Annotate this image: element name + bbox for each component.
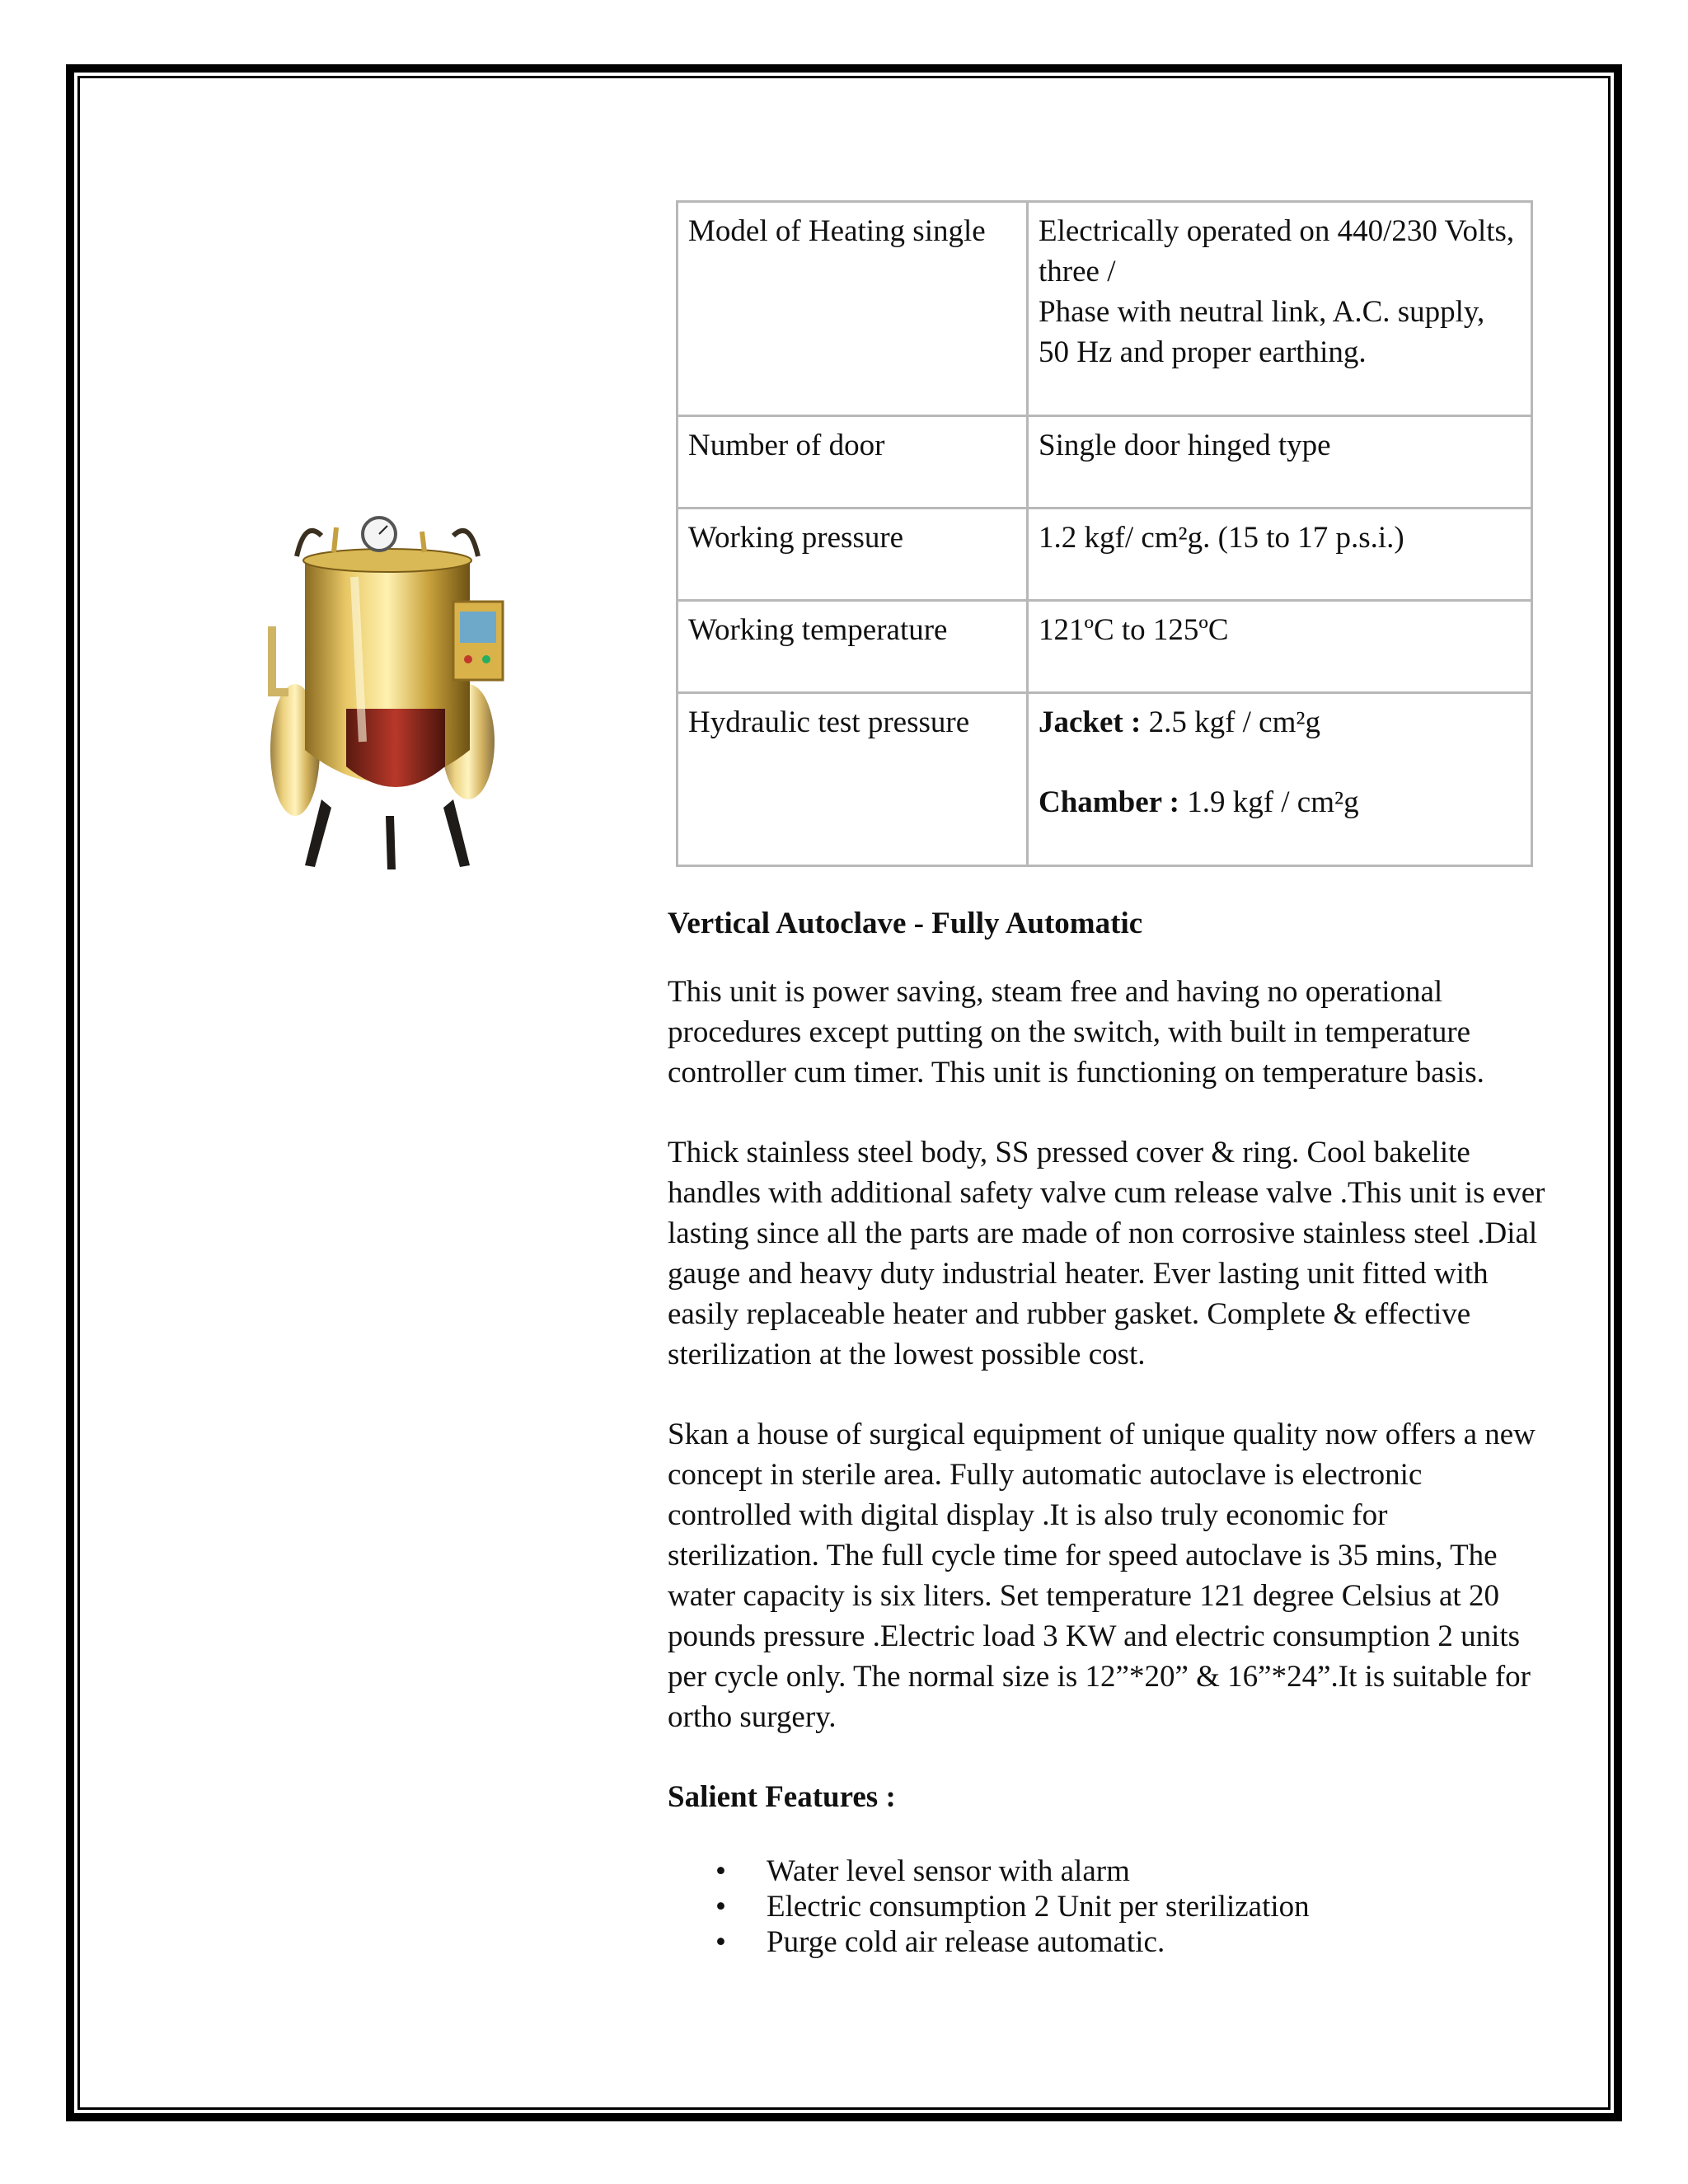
spec-value-line: three / (1039, 255, 1116, 288)
spec-value (1028, 202, 1532, 416)
spec-value-line: Phase with neutral link, A.C. supply, (1039, 295, 1485, 329)
paragraph-line: per cycle only. The normal size is 12”*20” & 16”*24”.It is suitable for (668, 1660, 1531, 1694)
paragraph-line: lasting since all the parts are made of non corrosive stainless steel .Dial (668, 1216, 1538, 1250)
jacket-pressure (1039, 702, 1522, 743)
spec-label: Hydraulic test pressure (678, 693, 1028, 866)
spec-value-line: Electrically operated on 440/230 Volts, (1039, 214, 1515, 248)
bullet-icon: • (715, 1925, 726, 1959)
paragraph-line: water capacity is six liters. Set temperature 121 degree Celsius at 20 (668, 1579, 1499, 1613)
autoclave-product-image (247, 503, 560, 882)
jacket-label: Jacket : (1039, 705, 1142, 739)
chamber-value: 1.9 kgf / cm²g (1179, 785, 1359, 819)
feature-text: Water level sensor with alarm (767, 1854, 1130, 1888)
list-item (668, 1889, 1550, 1924)
spec-label: Working temperature (678, 601, 1028, 693)
paragraph-line: sterilization. The full cycle time for speed autoclave is 35 mins, The (668, 1539, 1498, 1572)
spec-value: 121ºC to 125ºC (1028, 601, 1532, 693)
paragraph-construction (668, 1132, 1550, 1375)
paragraph-line: procedures except putting on the switch, with built in temperature (668, 1015, 1471, 1049)
feature-text: Purge cold air release automatic. (767, 1925, 1165, 1959)
table-row (678, 202, 1532, 416)
paragraph-line: controller cum timer. This unit is functioning on temperature basis. (668, 1056, 1484, 1090)
paragraph-line: Skan a house of surgical equipment of unique quality now offers a new (668, 1418, 1536, 1451)
specifications-table (676, 200, 1533, 867)
spec-value-line: 50 Hz and proper earthing. (1039, 335, 1367, 369)
paragraph-line: controlled with digital display .It is also truly economic for (668, 1498, 1388, 1532)
spec-value: 1.2 kgf/ cm²g. (15 to 17 p.s.i.) (1028, 509, 1532, 601)
spec-label: Model of Heating single (678, 202, 1028, 416)
chamber-label: Chamber : (1039, 785, 1179, 819)
paragraph-line: handles with additional safety valve cum release valve .This unit is ever (668, 1176, 1545, 1210)
table-row (678, 601, 1532, 693)
description-section (668, 903, 1550, 1960)
bullet-icon: • (715, 1854, 726, 1888)
paragraph-line: sterilization at the lowest possible cost. (668, 1338, 1146, 1371)
paragraph-line: gauge and heavy duty industrial heater. Ever lasting unit fitted with (668, 1257, 1489, 1291)
spec-value: Single door hinged type (1028, 416, 1532, 509)
table-row (678, 693, 1532, 866)
paragraph-line: Thick stainless steel body, SS pressed cover & ring. Cool bakelite (668, 1136, 1470, 1169)
feature-text: Electric consumption 2 Unit per sterilization (767, 1890, 1310, 1924)
paragraph-line: concept in sterile area. Fully automatic autoclave is electronic (668, 1458, 1423, 1492)
spec-label: Working pressure (678, 509, 1028, 601)
paragraph-intro (668, 972, 1550, 1093)
paragraph-line: This unit is power saving, steam free and having no operational (668, 975, 1443, 1009)
list-item (668, 1924, 1550, 1960)
paragraph-line: pounds pressure .Electric load 3 KW and electric consumption 2 units (668, 1619, 1521, 1653)
features-list (668, 1854, 1550, 1960)
paragraph-line: ortho surgery. (668, 1700, 837, 1734)
spec-label: Number of door (678, 416, 1028, 509)
spec-value (1028, 693, 1532, 866)
paragraph-company (668, 1414, 1550, 1737)
chamber-pressure (1039, 782, 1522, 823)
table-row (678, 509, 1532, 601)
paragraph-line: easily replaceable heater and rubber gasket. Complete & effective (668, 1297, 1471, 1331)
jacket-value: 2.5 kgf / cm²g (1141, 705, 1320, 739)
list-item (668, 1854, 1550, 1889)
table-row (678, 416, 1532, 509)
features-heading: Salient Features : (668, 1780, 896, 1814)
section-heading: Vertical Autoclave - Fully Automatic (668, 907, 1143, 940)
bullet-icon: • (715, 1890, 726, 1924)
